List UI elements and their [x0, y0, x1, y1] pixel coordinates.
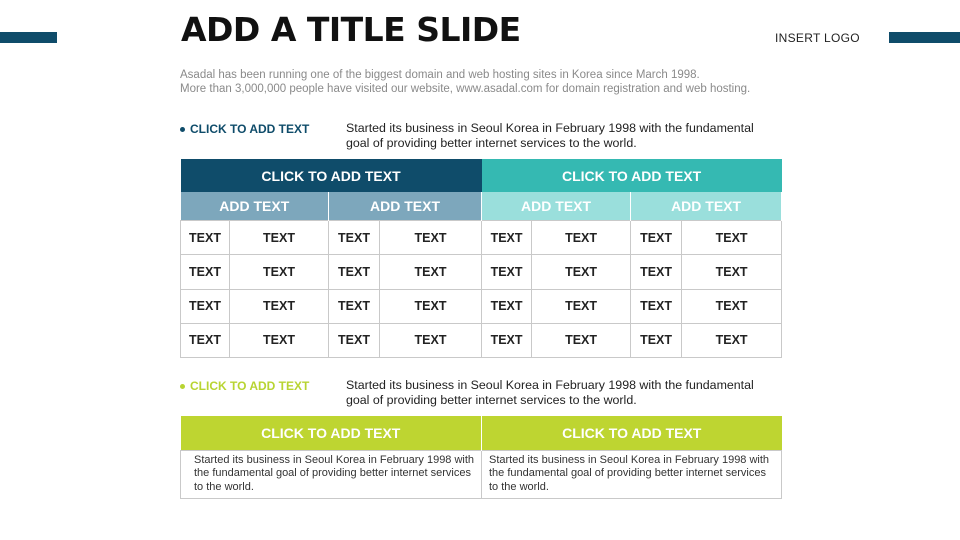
table-cell[interactable]: TEXT: [682, 255, 782, 289]
comparison-table: [180, 159, 782, 358]
table-cell[interactable]: TEXT: [631, 323, 682, 357]
table-cell[interactable]: TEXT: [230, 221, 329, 255]
bullet-dot-icon: [180, 127, 185, 132]
table-cell[interactable]: TEXT: [329, 255, 380, 289]
table-cell[interactable]: TEXT: [380, 221, 482, 255]
section2-bullet-label: CLICK TO ADD TEXT: [190, 379, 310, 393]
slide-title[interactable]: ADD A TITLE SLIDE: [181, 10, 521, 49]
table-sub-header-3[interactable]: ADD TEXT: [482, 192, 631, 221]
table-cell[interactable]: TEXT: [329, 289, 380, 323]
table-cell[interactable]: TEXT: [181, 289, 230, 323]
summary-table: [180, 416, 782, 499]
table-row: [181, 221, 782, 255]
table-cell[interactable]: TEXT: [532, 221, 631, 255]
table-cell[interactable]: TEXT: [532, 255, 631, 289]
bullet-dot-icon: [180, 384, 185, 389]
table-row: [181, 289, 782, 323]
table-row: [181, 323, 782, 357]
logo-placeholder[interactable]: INSERT LOGO: [775, 31, 860, 45]
table-cell[interactable]: TEXT: [631, 255, 682, 289]
table-cell[interactable]: TEXT: [230, 289, 329, 323]
accent-bar-right: [889, 32, 960, 43]
table-sub-header-4[interactable]: ADD TEXT: [631, 192, 782, 221]
summary-header-1[interactable]: CLICK TO ADD TEXT: [181, 416, 482, 451]
section1-bullet-label: CLICK TO ADD TEXT: [190, 122, 310, 136]
subtitle-line-1[interactable]: Asadal has been running one of the biggest domain and web hosting sites in Korea since March 1998.: [180, 69, 700, 81]
table-cell[interactable]: TEXT: [329, 323, 380, 357]
table-cell[interactable]: TEXT: [631, 289, 682, 323]
section1-bullet[interactable]: [180, 122, 309, 136]
table-cell[interactable]: TEXT: [380, 289, 482, 323]
section1-description[interactable]: Started its business in Seoul Korea in February 1998 with the fundamental goal of providing better internet services to the world.: [346, 121, 754, 150]
accent-bar-left: [0, 32, 57, 43]
table-cell[interactable]: TEXT: [532, 323, 631, 357]
table-cell[interactable]: TEXT: [482, 289, 532, 323]
table-cell[interactable]: TEXT: [682, 289, 782, 323]
summary-cell-2[interactable]: Started its business in Seoul Korea in February 1998 with the fundamental goal of providing better internet services to the world.: [482, 451, 782, 499]
table-cell[interactable]: TEXT: [181, 323, 230, 357]
table-cell[interactable]: TEXT: [682, 323, 782, 357]
summary-header-2[interactable]: CLICK TO ADD TEXT: [482, 416, 782, 451]
summary-cell-1[interactable]: Started its business in Seoul Korea in February 1998 with the fundamental goal of providing better internet services to the world.: [181, 451, 482, 499]
table-cell[interactable]: TEXT: [230, 255, 329, 289]
table-cell[interactable]: TEXT: [532, 289, 631, 323]
table-cell[interactable]: TEXT: [482, 323, 532, 357]
table-cell[interactable]: TEXT: [482, 255, 532, 289]
table-row: [181, 255, 782, 289]
subtitle-line-2[interactable]: More than 3,000,000 people have visited our website, www.asadal.com for domain registration and web hosting.: [180, 83, 751, 95]
table-cell[interactable]: TEXT: [329, 221, 380, 255]
section2-description[interactable]: Started its business in Seoul Korea in February 1998 with the fundamental goal of providing better internet services to the world.: [346, 378, 754, 407]
table-cell[interactable]: TEXT: [631, 221, 682, 255]
table-group-header-1[interactable]: CLICK TO ADD TEXT: [181, 159, 482, 192]
table-cell[interactable]: TEXT: [181, 221, 230, 255]
section2-bullet[interactable]: [180, 379, 309, 393]
table-cell[interactable]: TEXT: [181, 255, 230, 289]
table-cell[interactable]: TEXT: [230, 323, 329, 357]
table-cell[interactable]: TEXT: [380, 255, 482, 289]
table-group-header-2[interactable]: CLICK TO ADD TEXT: [482, 159, 782, 192]
table-sub-header-2[interactable]: ADD TEXT: [329, 192, 482, 221]
table-cell[interactable]: TEXT: [682, 221, 782, 255]
table-cell[interactable]: TEXT: [380, 323, 482, 357]
table-cell[interactable]: TEXT: [482, 221, 532, 255]
table-sub-header-1[interactable]: ADD TEXT: [181, 192, 329, 221]
